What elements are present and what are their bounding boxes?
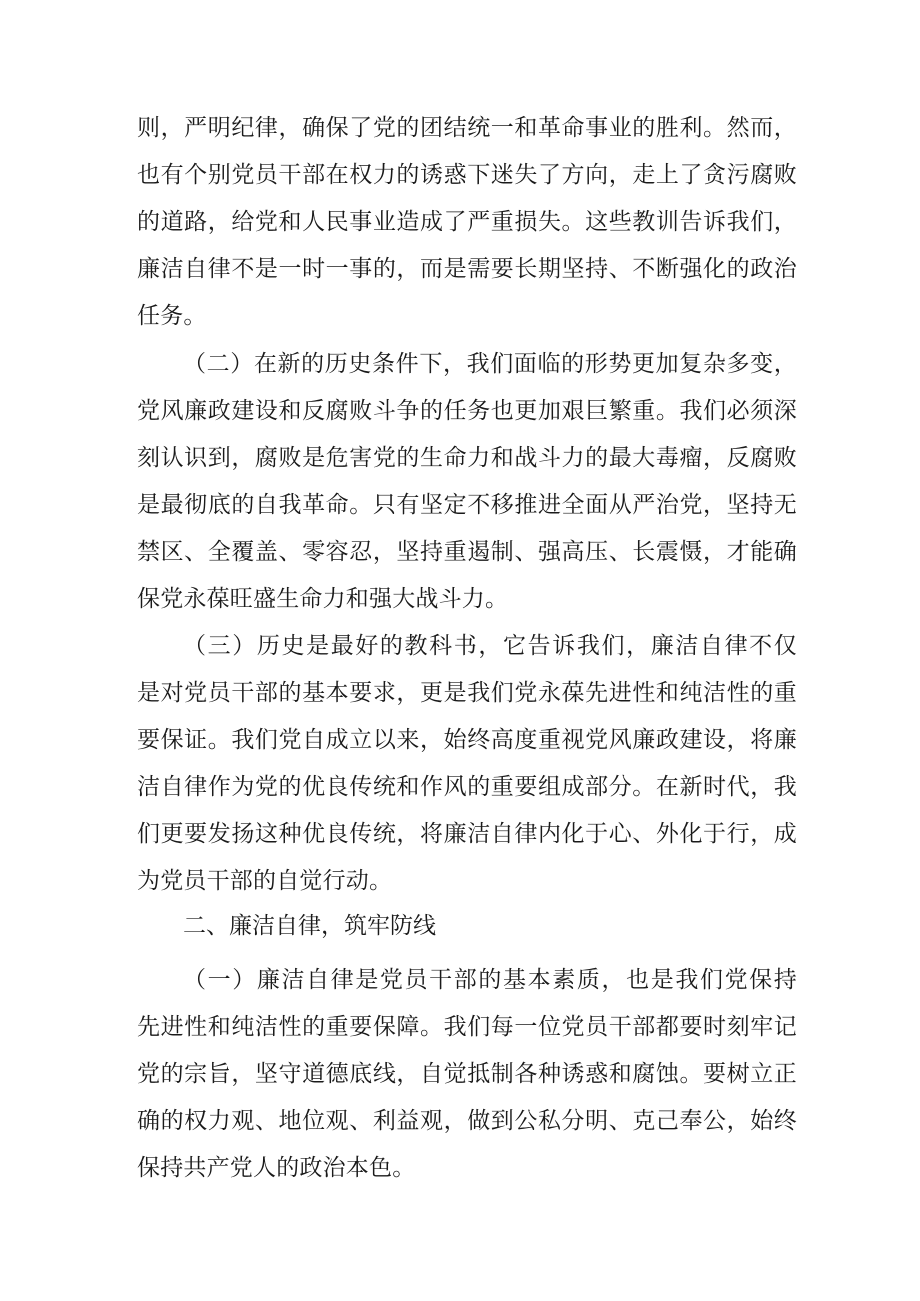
paragraph-section-2 <box>137 346 797 628</box>
text-line: 禁区、全覆盖、零容忍，坚持重遏制、强高压、长震慑，才能确 <box>137 539 797 565</box>
text-line: 的道路，给党和人民事业造成了严重损失。这些教训告诉我们， <box>137 209 797 235</box>
text-line: 们更要发扬这种优良传统，将廉洁自律内化于心、外化于行，成 <box>137 821 797 847</box>
text-line: 党的宗旨，坚守道德底线，自觉抵制各种诱惑和腐蚀。要树立正 <box>137 1061 797 1087</box>
text-line: （一）廉洁自律是党员干部的基本素质，也是我们党保持 <box>183 967 797 993</box>
paragraph-section-3 <box>137 628 797 910</box>
text-line: 则，严明纪律，确保了党的团结统一和革命事业的胜利。然而， <box>137 115 797 141</box>
section-heading: 二、廉洁自律，筑牢防线 <box>183 913 436 939</box>
text-line: 廉洁自律不是一时一事的，而是需要长期坚持、不断强化的政治 <box>137 256 797 282</box>
paragraph-section-1 <box>137 962 797 1197</box>
text-line: 是对党员干部的基本要求，更是我们党永葆先进性和纯洁性的重 <box>137 680 797 706</box>
text-line: 先进性和纯洁性的重要保障。我们每一位党员干部都要时刻牢记 <box>137 1014 797 1040</box>
text-line: （二）在新的历史条件下，我们面临的形势更加复杂多变， <box>183 351 797 377</box>
paragraph-continuation <box>137 110 797 345</box>
text-line: 洁自律作为党的优良传统和作风的重要组成部分。在新时代，我 <box>137 774 797 800</box>
text-line: 党风廉政建设和反腐败斗争的任务也更加艰巨繁重。我们必须深 <box>137 398 797 424</box>
text-line: 刻认识到，腐败是危害党的生命力和战斗力的最大毒瘤，反腐败 <box>137 445 797 471</box>
text-line: 也有个别党员干部在权力的诱惑下迷失了方向，走上了贪污腐败 <box>137 162 797 188</box>
text-line: 保持共产党人的政治本色。 <box>137 1155 416 1181</box>
text-line: 要保证。我们党自成立以来，始终高度重视党风廉政建设，将廉 <box>137 727 797 753</box>
text-line: 任务。 <box>137 303 207 329</box>
text-line: （三）历史是最好的教科书，它告诉我们，廉洁自律不仅 <box>183 633 797 659</box>
text-line: 保党永葆旺盛生命力和强大战斗力。 <box>137 586 509 612</box>
text-line: 确的权力观、地位观、利益观，做到公私分明、克己奉公，始终 <box>137 1108 797 1134</box>
text-line: 为党员干部的自觉行动。 <box>137 868 393 894</box>
text-line: 是最彻底的自我革命。只有坚定不移推进全面从严治党，坚持无 <box>137 492 797 518</box>
